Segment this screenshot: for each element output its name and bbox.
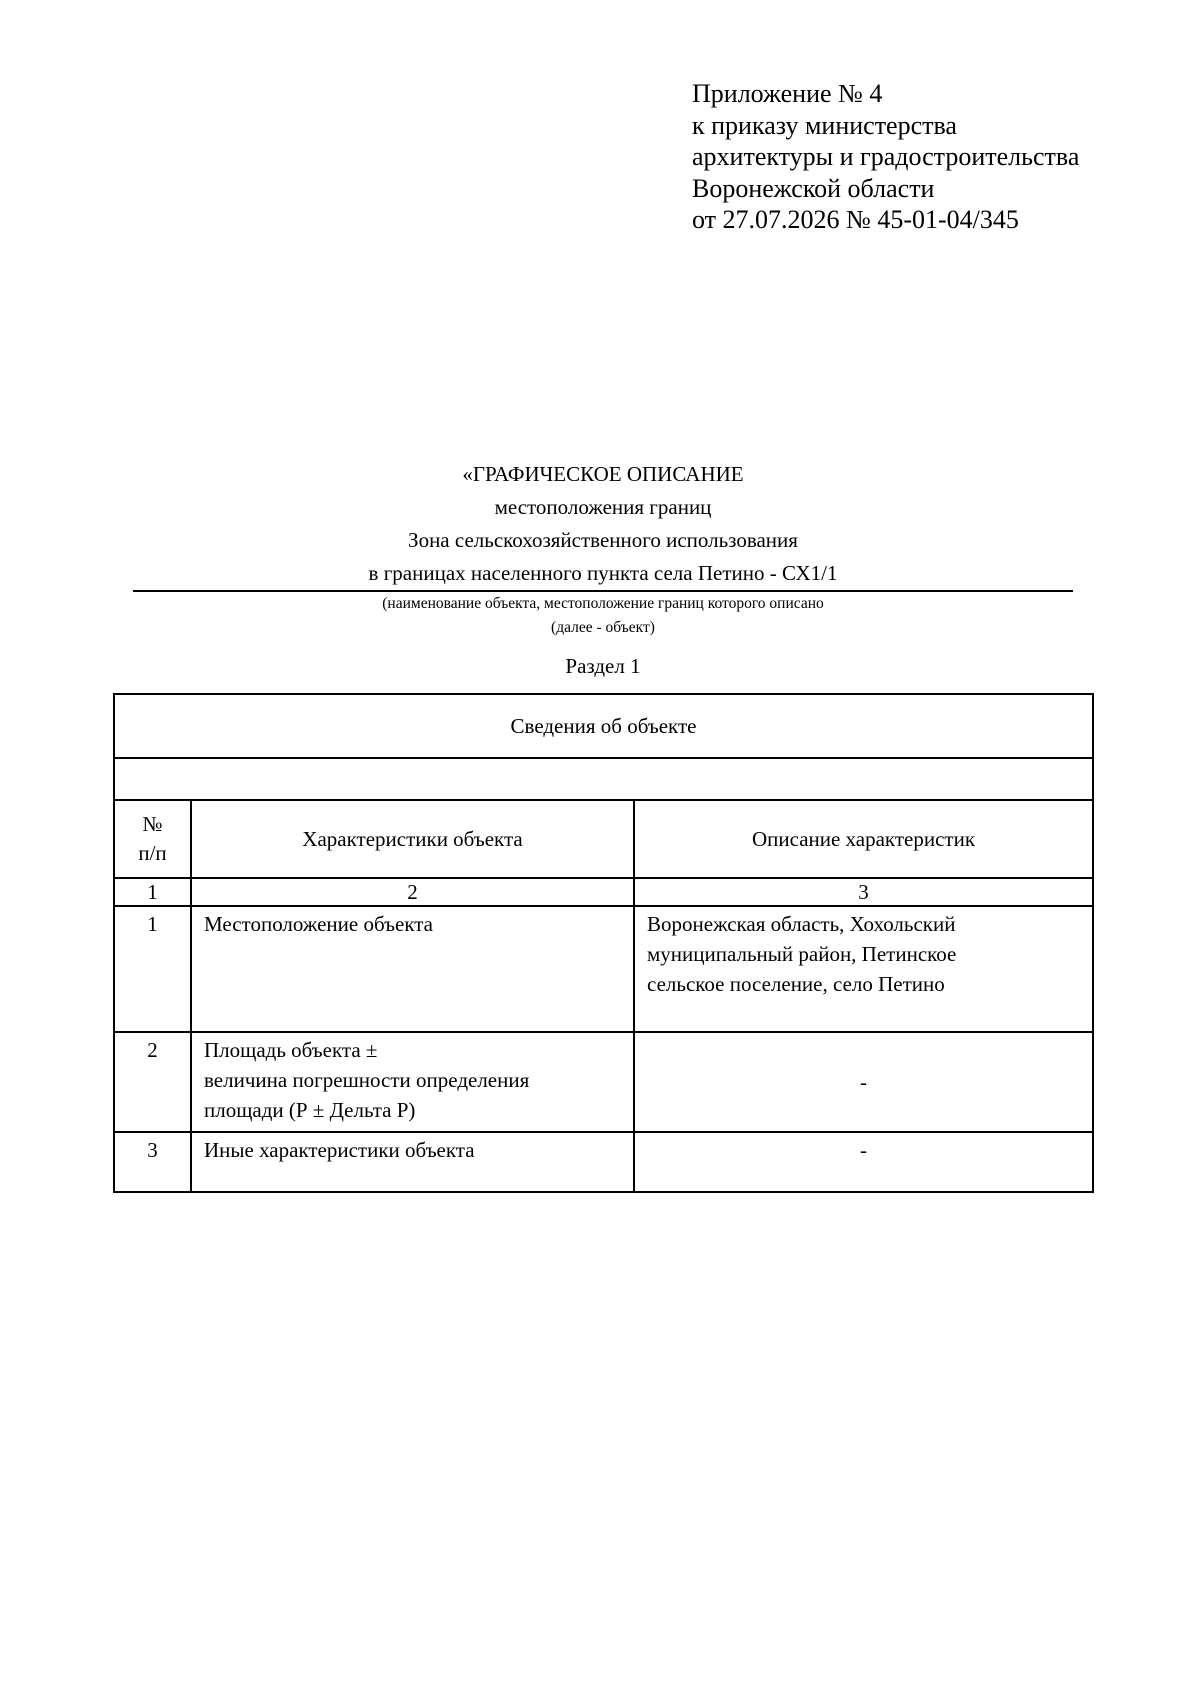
appendix-line: архитектуры и градостроительства bbox=[692, 142, 1080, 171]
column-header-description: Описание характеристик bbox=[634, 800, 1093, 878]
column-header-number bbox=[114, 800, 191, 878]
row-characteristic bbox=[191, 906, 634, 1032]
column-number: 1 bbox=[114, 878, 191, 906]
object-name-caption: (далее - объект) bbox=[551, 619, 655, 636]
column-number: 3 bbox=[634, 878, 1093, 906]
row-description-line: муниципальный район, Петинское bbox=[647, 942, 957, 966]
column-number: 2 bbox=[191, 878, 634, 906]
row-characteristic-line: величина погрешности определения bbox=[204, 1068, 530, 1092]
appendix-line: Приложение № 4 bbox=[692, 79, 883, 108]
title-block bbox=[133, 458, 1073, 679]
row-description-line: сельское поселение, село Петино bbox=[647, 972, 945, 996]
row-characteristic-line: Местоположение объекта bbox=[204, 912, 434, 936]
row-characteristic bbox=[191, 1132, 634, 1192]
column-header-row bbox=[114, 800, 1093, 878]
column-header-number-line: п/п bbox=[138, 841, 167, 865]
object-name: в границах населенного пункта села Петино - СХ1/1 bbox=[368, 561, 838, 585]
row-number: 3 bbox=[114, 1132, 191, 1192]
object-name-caption: (наименование объекта, местоположение границ которого описано bbox=[382, 595, 824, 612]
column-header-number-line: № bbox=[142, 812, 163, 836]
row-characteristic bbox=[191, 1032, 634, 1132]
row-description: - bbox=[634, 1032, 1093, 1132]
row-characteristic-line: Площадь объекта ± bbox=[204, 1038, 378, 1062]
row-characteristic-line: Иные характеристики объекта bbox=[204, 1138, 475, 1162]
appendix-line: к приказу министерства bbox=[692, 110, 957, 140]
appendix-line: от 27.07.2026 № 45-01-04/345 bbox=[692, 205, 1019, 234]
row-description: - bbox=[634, 1132, 1093, 1192]
row-number: 1 bbox=[114, 906, 191, 1032]
row-description-line: Воронежская область, Хохольский bbox=[647, 912, 956, 936]
title-subline: Зона сельскохозяйственного использования bbox=[408, 528, 798, 552]
table-header: Сведения об объекте bbox=[114, 694, 1093, 758]
row-description bbox=[634, 906, 1093, 1032]
appendix-block bbox=[692, 78, 1079, 236]
row-number: 2 bbox=[114, 1032, 191, 1132]
table-row bbox=[114, 1132, 1093, 1192]
appendix-line: Воронежской области bbox=[692, 173, 935, 203]
section-label: Раздел 1 bbox=[565, 654, 641, 678]
row-characteristic-line: площади (Р ± Дельта Р) bbox=[204, 1098, 416, 1122]
table-row bbox=[114, 906, 1093, 1032]
table-row bbox=[114, 1032, 1093, 1132]
document-heading: «ГРАФИЧЕСКОЕ ОПИСАНИЕ bbox=[462, 462, 744, 486]
column-header-characteristics: Характеристики объекта bbox=[191, 800, 634, 878]
title-subline: местоположения границ bbox=[494, 495, 712, 519]
object-info-table bbox=[113, 693, 1094, 1193]
column-number-row bbox=[114, 878, 1093, 906]
table-empty-row bbox=[114, 758, 1093, 800]
